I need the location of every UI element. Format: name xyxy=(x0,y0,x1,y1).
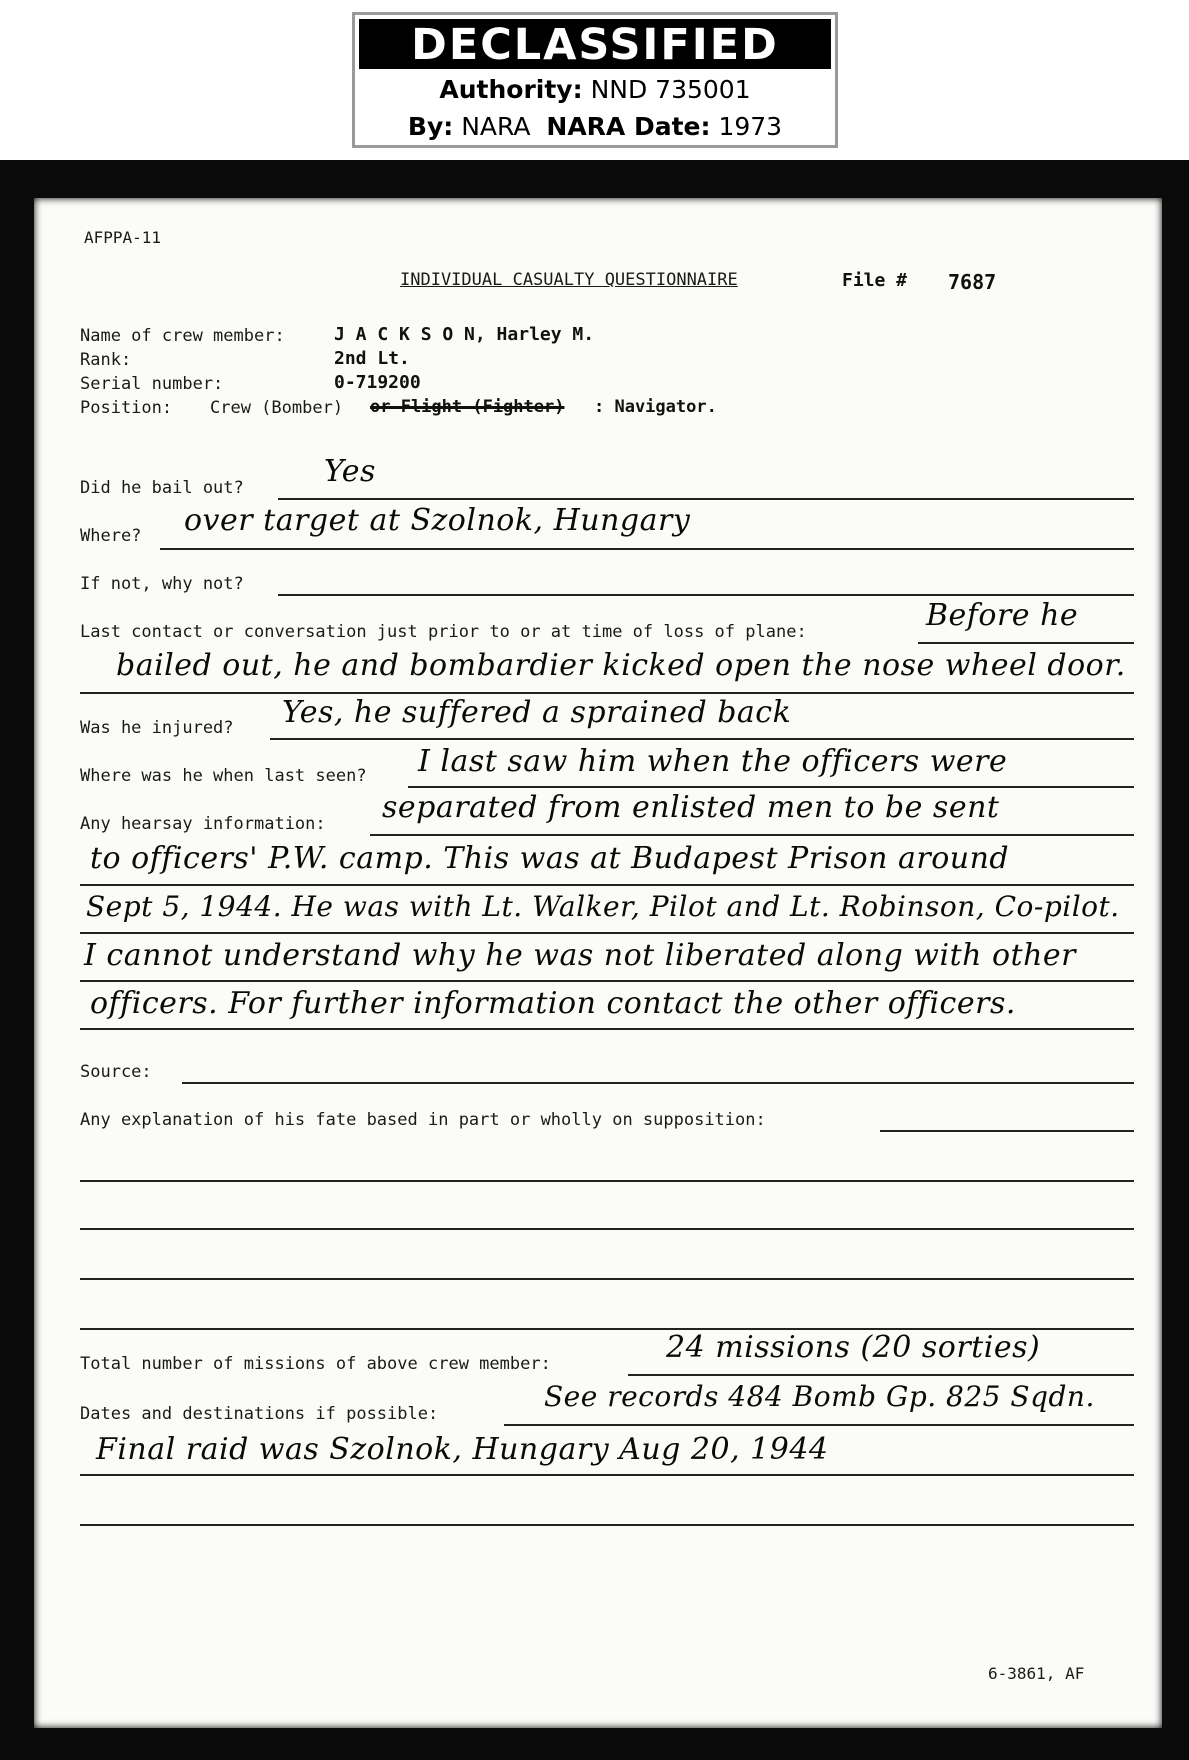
dates-value-1: See records 484 Bomb Gp. 825 Sqdn. xyxy=(544,1380,1095,1413)
hearsay-line-5 xyxy=(80,1028,1134,1030)
missions-value: 24 missions (20 sorties) xyxy=(666,1330,1041,1365)
injured-label: Was he injured? xyxy=(80,718,234,738)
position-label: Position: xyxy=(80,398,173,418)
contact-line-1 xyxy=(918,642,1134,644)
rank-label: Rank: xyxy=(80,350,132,370)
missions-line xyxy=(628,1374,1134,1376)
stamp-by xyxy=(355,112,835,141)
explanation-label: Any explanation of his fate based in part or wholly on supposition: xyxy=(80,1110,766,1130)
file-label: File # xyxy=(842,270,908,291)
dates-line-3 xyxy=(80,1524,1134,1526)
form-code: AFPPA-11 xyxy=(84,228,162,247)
where-label: Where? xyxy=(80,526,142,546)
contact-value-1: Before he xyxy=(926,598,1079,633)
dates-value-2: Final raid was Szolnok, Hungary Aug 20, 1944 xyxy=(96,1432,829,1467)
stamp-by-label: By: xyxy=(407,112,454,141)
contact-line-2 xyxy=(80,692,1134,694)
injured-line xyxy=(270,738,1134,740)
name-label: Name of crew member: xyxy=(80,326,285,346)
position-prefix: Crew (Bomber) xyxy=(210,398,344,418)
where-line xyxy=(160,548,1134,550)
contact-label: Last contact or conversation just prior to or at time of loss of plane: xyxy=(80,622,807,642)
bail-line xyxy=(278,498,1134,500)
explanation-line-3 xyxy=(80,1278,1134,1280)
source-label: Source: xyxy=(80,1062,152,1082)
questionnaire-sheet xyxy=(34,198,1162,1728)
hearsay-value-4: I cannot understand why he was not liberated along with other xyxy=(84,938,1077,973)
lastseen-line xyxy=(408,786,1134,788)
form-title: INDIVIDUAL CASUALTY QUESTIONNAIRE xyxy=(400,270,738,290)
rank-value: 2nd Lt. xyxy=(334,348,410,369)
hearsay-value-5: officers. For further information contact the other officers. xyxy=(90,986,1016,1021)
position-struck: or Flight (Fighter) xyxy=(370,397,565,417)
name-value: J A C K S O N, Harley M. xyxy=(334,324,595,345)
lastseen-label: Where was he when last seen? xyxy=(80,766,367,786)
missions-label: Total number of missions of above crew member: xyxy=(80,1354,551,1374)
stamp-banner: DECLASSIFIED xyxy=(359,19,831,69)
source-line xyxy=(182,1082,1134,1084)
file-number: 7687 xyxy=(948,270,997,294)
hearsay-line-3 xyxy=(80,932,1134,934)
explanation-line-1 xyxy=(80,1180,1134,1182)
stamp-authority-label: Authority: xyxy=(439,75,583,104)
dates-line-2 xyxy=(80,1474,1134,1476)
stamp-date-label: NARA Date: xyxy=(546,112,711,141)
ifnot-label: If not, why not? xyxy=(80,574,244,594)
bail-value: Yes xyxy=(324,454,376,489)
stamp-authority xyxy=(355,75,835,104)
form-number: 6-3861, AF xyxy=(988,1664,1085,1683)
stamp-authority-value: NND 735001 xyxy=(590,75,751,104)
contact-value-2: bailed out, he and bombardier kicked open the nose wheel door. xyxy=(116,648,1126,683)
position-value: : Navigator. xyxy=(594,397,717,417)
explanation-line-0 xyxy=(880,1130,1134,1132)
ifnot-line xyxy=(278,594,1134,596)
stamp-by-value: NARA xyxy=(461,112,531,141)
dates-line-1 xyxy=(504,1424,1134,1426)
stamp-date-value: 1973 xyxy=(718,112,783,141)
serial-value: 0-719200 xyxy=(334,372,421,393)
declassified-stamp xyxy=(352,12,838,148)
bail-label: Did he bail out? xyxy=(80,478,244,498)
dates-label: Dates and destinations if possible: xyxy=(80,1404,439,1424)
explanation-line-2 xyxy=(80,1228,1134,1230)
hearsay-value-3: Sept 5, 1944. He was with Lt. Walker, Pilot and Lt. Robinson, Co-pilot. xyxy=(86,890,1120,923)
hearsay-line-2 xyxy=(80,884,1134,886)
lastseen-value: I last saw him when the officers were xyxy=(418,744,1008,779)
hearsay-value-2: to officers' P.W. camp. This was at Budapest Prison around xyxy=(90,841,1010,876)
hearsay-line-1 xyxy=(370,834,1134,836)
hearsay-label: Any hearsay information: xyxy=(80,814,326,834)
hearsay-value-1: separated from enlisted men to be sent xyxy=(382,790,1000,825)
hearsay-line-4 xyxy=(80,980,1134,982)
where-value: over target at Szolnok, Hungary xyxy=(184,503,691,538)
injured-value: Yes, he suffered a sprained back xyxy=(282,695,792,730)
serial-label: Serial number: xyxy=(80,374,224,394)
